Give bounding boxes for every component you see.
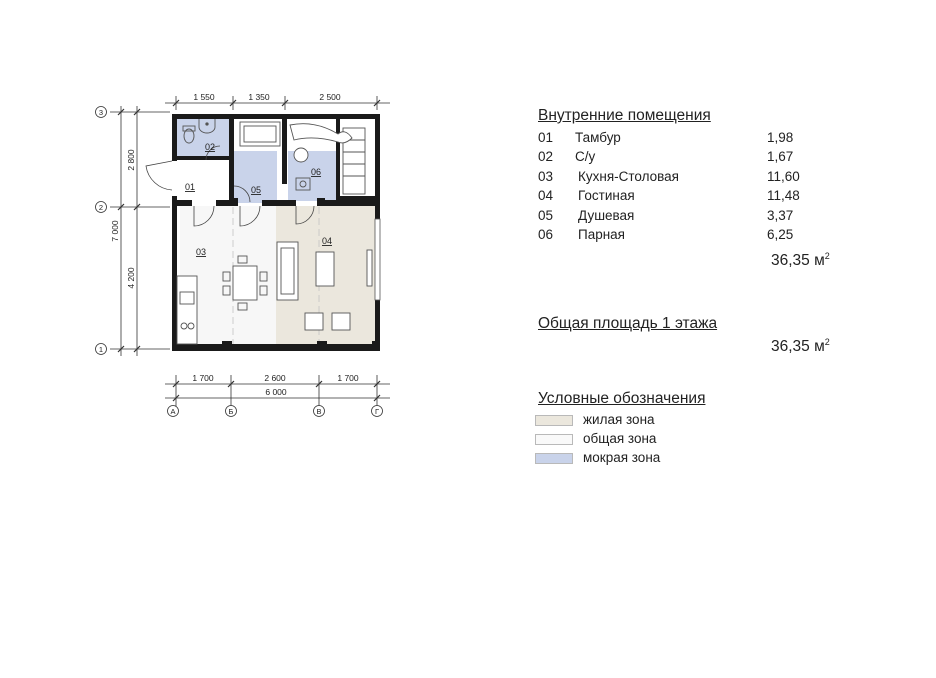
axis-label-3: 3	[98, 108, 104, 117]
floor-total	[771, 333, 830, 356]
zone-wet-fill-05	[234, 151, 277, 203]
room-name: Кухня-Столовая	[578, 168, 679, 184]
coffee-table-icon	[316, 252, 334, 286]
room-number: 05	[538, 207, 554, 223]
axis-label-2: 2	[98, 203, 104, 212]
room-area: 1,98	[767, 130, 794, 145]
legend-label: жилая зона	[583, 412, 655, 427]
room-number: 02	[538, 149, 554, 165]
left-dim-2: 4 200	[126, 267, 136, 289]
top-dim-2: 1 350	[248, 92, 270, 102]
room-label-05: 05	[251, 185, 262, 195]
rooms-total-value: 36,35 м	[771, 252, 825, 270]
left-dim-total: 7 000	[110, 220, 120, 242]
room-name: Тамбур	[575, 130, 621, 145]
legend-label: мокрая зона	[583, 450, 661, 465]
room-number: 06	[538, 226, 554, 242]
room-name: Гостиная	[578, 188, 635, 204]
room-number: 01	[538, 130, 554, 145]
room-area: 11,48	[767, 188, 800, 204]
bottom-dim-3: 1 700	[337, 373, 359, 383]
floor-total-value: 36,35 м	[771, 338, 825, 356]
axis-label-v: В	[316, 407, 322, 416]
bottom-dim-total: 6 000	[265, 387, 287, 397]
room-area: 3,37	[767, 207, 794, 223]
floor-plan	[0, 0, 520, 440]
legend-panel	[538, 106, 858, 244]
bottom-dim-1: 1 700	[192, 373, 214, 383]
room-row	[538, 225, 858, 244]
room-row	[538, 128, 858, 147]
room-name: Душевая	[578, 207, 635, 223]
kitchen-counter-icon	[177, 276, 197, 344]
room-row	[538, 186, 858, 205]
floor-section-title: Общая площадь 1 этажа	[538, 315, 718, 332]
legend-swatch	[535, 434, 573, 445]
armchair-icon-1	[305, 313, 323, 330]
axis-label-a: А	[170, 407, 176, 416]
left-dim-1: 2 800	[126, 149, 136, 171]
room-row	[538, 167, 858, 186]
room-name: С/у	[575, 149, 596, 165]
room-area: 6,25	[767, 226, 794, 242]
room-area: 1,67	[767, 149, 794, 165]
axis-label-b: Б	[228, 407, 234, 416]
rooms-list	[538, 128, 858, 244]
room-area: 11,60	[767, 168, 800, 184]
room-number: 03	[538, 168, 554, 184]
room-number: 04	[538, 188, 554, 204]
rooms-total-unit: 2	[824, 251, 830, 261]
room-name: Парная	[578, 226, 625, 242]
legend-item	[535, 429, 835, 448]
legend-label: общая зона	[583, 431, 657, 446]
room-label-01: 01	[185, 182, 196, 192]
bottom-dim-2: 2 600	[264, 373, 286, 383]
legend-item	[535, 448, 835, 467]
sofa-icon	[277, 242, 298, 300]
room-row	[538, 206, 858, 225]
room-label-03: 03	[196, 247, 207, 257]
top-dim-3: 2 500	[319, 92, 341, 102]
room-label-02: 02	[205, 142, 216, 152]
legend-item	[535, 410, 835, 429]
dining-table-icon	[233, 266, 257, 300]
room-label-06: 06	[311, 167, 322, 177]
axis-label-1: 1	[98, 345, 104, 354]
windows	[375, 219, 380, 300]
axis-label-g: Г	[374, 407, 380, 416]
room-row	[538, 147, 858, 166]
legend-section-title: Условные обозначения	[538, 390, 706, 407]
floor-total-unit: 2	[824, 337, 830, 347]
legend-swatch	[535, 453, 573, 464]
top-dim-1: 1 550	[193, 92, 215, 102]
legend-swatch	[535, 415, 573, 426]
room-label-04: 04	[322, 236, 333, 246]
rooms-total	[771, 247, 830, 270]
armchair-icon-2	[332, 313, 350, 330]
tv-stand-icon	[367, 250, 372, 286]
legend-list	[535, 410, 835, 467]
rooms-section-title: Внутренние помещения	[538, 107, 711, 124]
